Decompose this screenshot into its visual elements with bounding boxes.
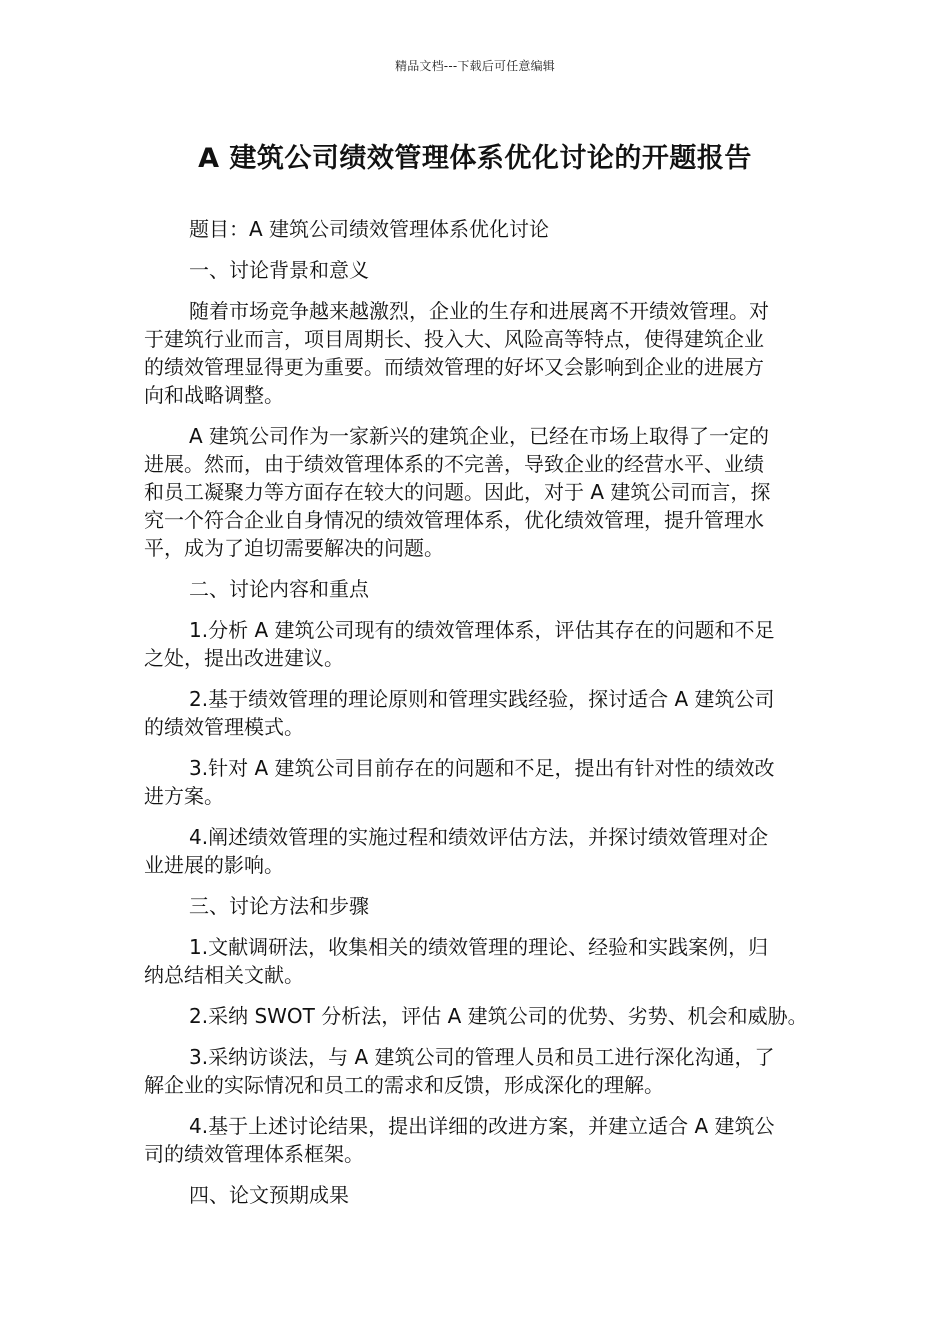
paragraph [144,754,812,810]
paragraph-line: 进展。然而，由于绩效管理体系的不完善，导致企业的经营水平、业绩 [144,452,764,476]
section-heading: 题目：A 建筑公司绩效管理体系优化讨论 [189,217,550,241]
paragraph-line: 1.分析 A 建筑公司现有的绩效管理体系，评估其存在的问题和不足 [189,618,775,642]
paragraph-line: 1.文献调研法，收集相关的绩效管理的理论、经验和实践案例，归 [189,935,769,959]
paragraph [144,616,812,672]
document-body [144,215,812,1222]
paragraph-line: 究一个符合企业自身情况的绩效管理体系，优化绩效管理，提升管理水 [144,508,764,532]
paragraph [144,422,812,562]
header-note: 精品文档---下载后可任意编辑 [395,59,555,73]
section-heading: 一、讨论背景和意义 [189,258,369,282]
paragraph [144,1002,812,1030]
paragraph [144,1043,812,1099]
paragraph-line: 随着市场竞争越来越激烈，企业的生存和进展离不开绩效管理。对 [189,299,769,323]
paragraph-line: 平，成为了迫切需要解决的问题。 [144,536,444,560]
paragraph-line: 2.采纳 SWOT 分析法，评估 A 建筑公司的优势、劣势、机会和威胁。 [189,1004,808,1028]
paragraph-line: 的绩效管理显得更为重要。而绩效管理的好坏又会影响到企业的进展方 [144,355,764,379]
paragraph-line: 业进展的影响。 [144,853,284,877]
paragraph-line: 进方案。 [144,784,224,808]
section-heading: 二、讨论内容和重点 [189,577,369,601]
paragraph [144,933,812,989]
paragraph-line: 司的绩效管理体系框架。 [144,1142,364,1166]
paragraph-line: 4.阐述绩效管理的实施过程和绩效评估方法，并探讨绩效管理对企 [189,825,769,849]
document-title: A 建筑公司绩效管理体系优化讨论的开题报告 [198,143,752,174]
paragraph-line: 和员工凝聚力等方面存在较大的问题。因此，对于 A 建筑公司而言，探 [144,480,771,504]
paragraph [144,1112,812,1168]
paragraph-line: 之处，提出改进建议。 [144,646,344,670]
section-heading: 四、论文预期成果 [189,1183,349,1207]
section-heading: 三、讨论方法和步骤 [189,894,369,918]
paragraph-line: 2.基于绩效管理的理论原则和管理实践经验，探讨适合 A 建筑公司 [189,687,775,711]
paragraph [144,297,812,409]
paragraph [144,823,812,879]
paragraph-line: 的绩效管理模式。 [144,715,304,739]
paragraph [144,685,812,741]
paragraph-line: 纳总结相关文献。 [144,963,304,987]
paragraph-line: 4.基于上述讨论结果，提出详细的改进方案，并建立适合 A 建筑公 [189,1114,775,1138]
paragraph-line: 解企业的实际情况和员工的需求和反馈，形成深化的理解。 [144,1073,664,1097]
paragraph-line: 3.采纳访谈法，与 A 建筑公司的管理人员和员工进行深化沟通，了 [189,1045,775,1069]
paragraph-line: 于建筑行业而言，项目周期长、投入大、风险高等特点，使得建筑企业 [144,327,764,351]
paragraph-line: 3.针对 A 建筑公司目前存在的问题和不足，提出有针对性的绩效改 [189,756,775,780]
paragraph-line: A 建筑公司作为一家新兴的建筑企业，已经在市场上取得了一定的 [189,424,770,448]
paragraph-line: 向和战略调整。 [144,383,284,407]
